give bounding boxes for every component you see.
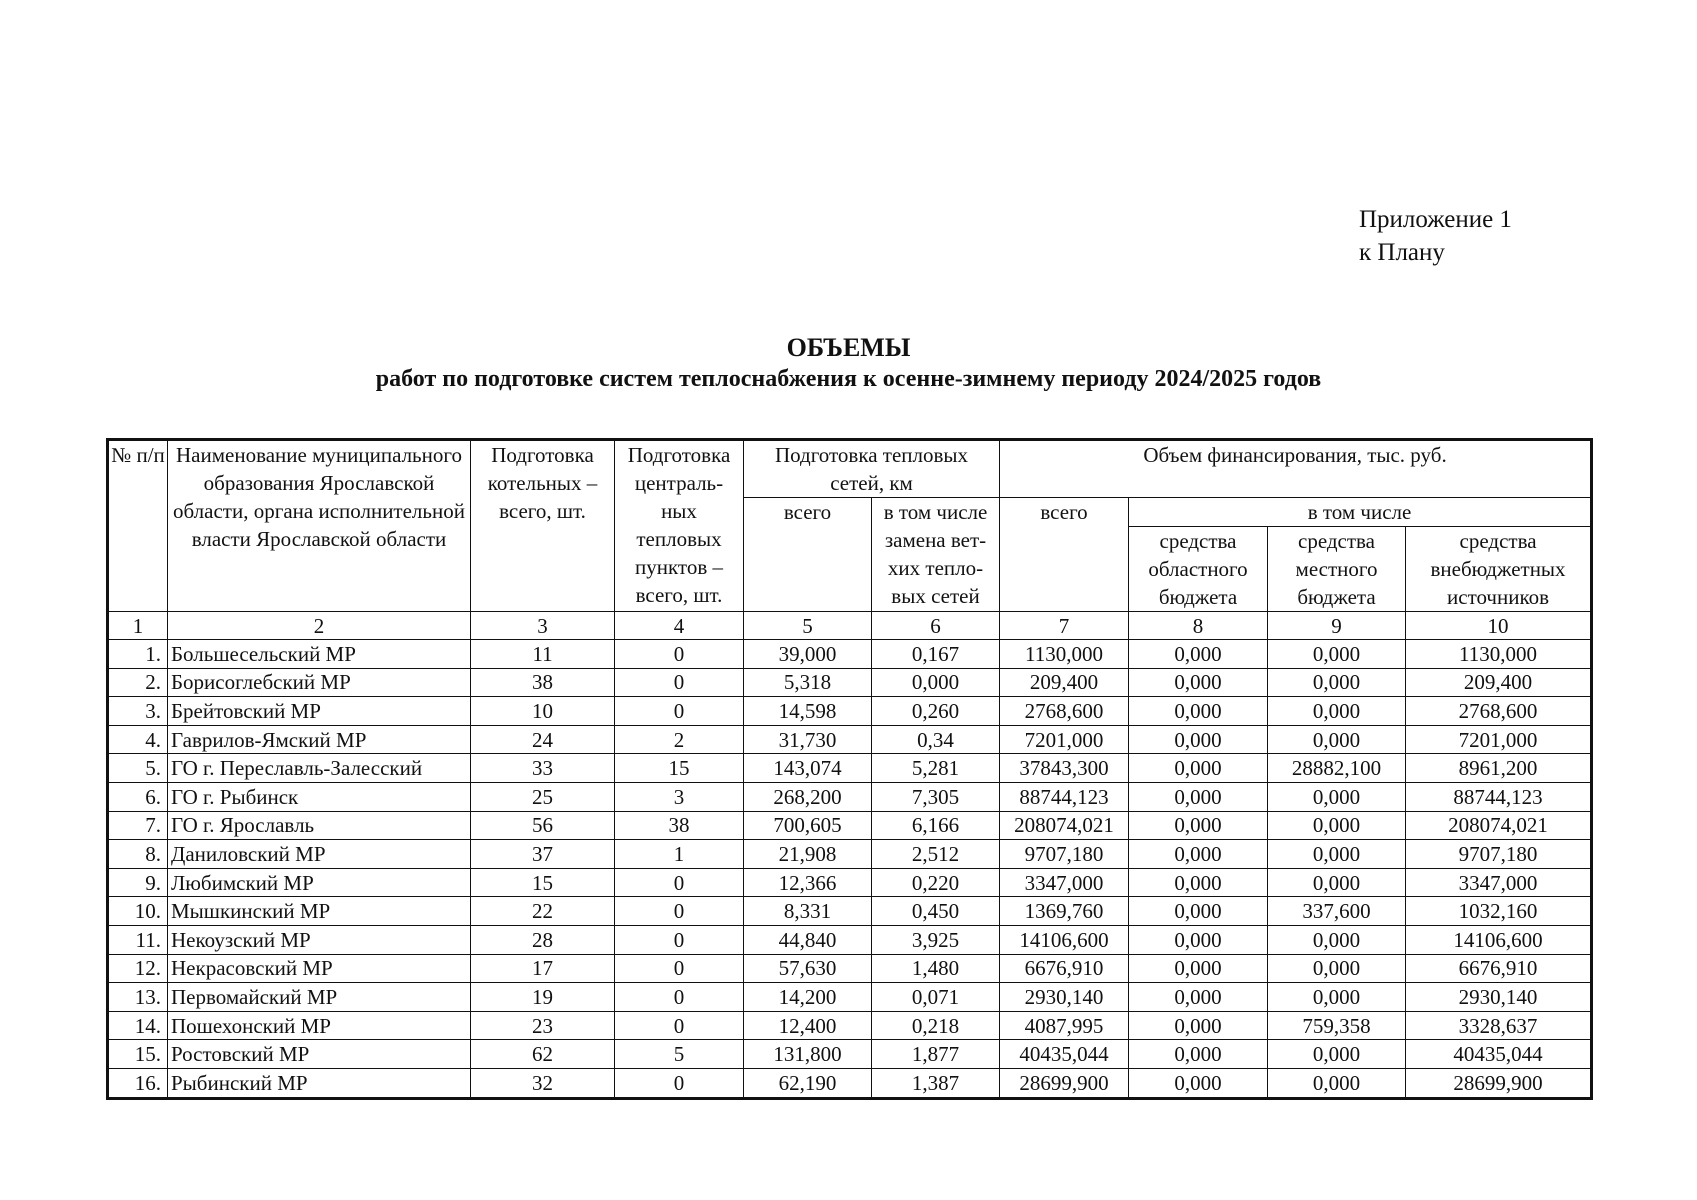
row-number-cell: 1. [108,640,168,669]
regional-budget-cell: 0,000 [1129,640,1268,669]
row-number-cell: 14. [108,1011,168,1040]
municipality-name-cell: Ростовский МР [168,1040,471,1069]
extrabudgetary-sources-cell: 2930,140 [1406,983,1592,1012]
regional-budget-cell: 0,000 [1129,954,1268,983]
header-networks-total: всего [744,498,872,612]
header-networks: Подготовка тепловых сетей, км [744,440,1000,498]
boilers-count-cell: 10 [471,697,615,726]
extrabudgetary-sources-cell: 28699,900 [1406,1068,1592,1098]
heat-points-count-cell: 15 [615,754,744,783]
works-volume-table [106,438,1593,1100]
boilers-count-cell: 24 [471,725,615,754]
regional-budget-cell: 0,000 [1129,840,1268,869]
boilers-count-cell: 17 [471,954,615,983]
header-name: Наименование муниципального образования Ярославской области, органа исполнительной власти Ярославской области [168,440,471,612]
financing-total-cell: 7201,000 [1000,725,1129,754]
column-numbers-row [108,612,1592,640]
boilers-count-cell: 37 [471,840,615,869]
networks-total-km-cell: 700,605 [744,811,872,840]
networks-replaced-km-cell: 1,387 [872,1068,1000,1098]
financing-total-cell: 1369,760 [1000,897,1129,926]
header-local-budget: средства местного бюджета [1268,527,1406,612]
table-row [108,840,1592,869]
networks-replaced-km-cell: 0,260 [872,697,1000,726]
financing-total-cell: 40435,044 [1000,1040,1129,1069]
local-budget-cell: 0,000 [1268,725,1406,754]
table-row [108,1011,1592,1040]
regional-budget-cell: 0,000 [1129,754,1268,783]
heat-points-count-cell: 0 [615,897,744,926]
financing-total-cell: 3347,000 [1000,868,1129,897]
municipality-name-cell: ГО г. Переславль-Залесский [168,754,471,783]
networks-total-km-cell: 8,331 [744,897,872,926]
networks-total-km-cell: 143,074 [744,754,872,783]
appendix-line-2: к Плану [1359,239,1445,266]
table-row [108,782,1592,811]
extrabudgetary-sources-cell: 14106,600 [1406,925,1592,954]
boilers-count-cell: 32 [471,1068,615,1098]
table-body [108,640,1592,1099]
row-number-cell: 5. [108,754,168,783]
regional-budget-cell: 0,000 [1129,1011,1268,1040]
networks-total-km-cell: 21,908 [744,840,872,869]
local-budget-cell: 0,000 [1268,668,1406,697]
municipality-name-cell: Даниловский МР [168,840,471,869]
networks-replaced-km-cell: 0,071 [872,983,1000,1012]
local-budget-cell: 0,000 [1268,840,1406,869]
networks-total-km-cell: 14,200 [744,983,872,1012]
boilers-count-cell: 19 [471,983,615,1012]
extrabudgetary-sources-cell: 8961,200 [1406,754,1592,783]
local-budget-cell: 0,000 [1268,811,1406,840]
networks-total-km-cell: 12,366 [744,868,872,897]
networks-replaced-km-cell: 0,450 [872,897,1000,926]
row-number-cell: 15. [108,1040,168,1069]
municipality-name-cell: Рыбинский МР [168,1068,471,1098]
networks-replaced-km-cell: 7,305 [872,782,1000,811]
networks-total-km-cell: 5,318 [744,668,872,697]
heat-points-count-cell: 0 [615,1011,744,1040]
column-number: 8 [1129,612,1268,640]
financing-total-cell: 37843,300 [1000,754,1129,783]
heat-points-count-cell: 0 [615,983,744,1012]
boilers-count-cell: 56 [471,811,615,840]
appendix-reference [1359,203,1512,269]
heat-points-count-cell: 3 [615,782,744,811]
table-row [108,983,1592,1012]
local-budget-cell: 28882,100 [1268,754,1406,783]
municipality-name-cell: Некоузский МР [168,925,471,954]
heat-points-count-cell: 0 [615,1068,744,1098]
row-number-cell: 4. [108,725,168,754]
table-row [108,1040,1592,1069]
header-financing-total: всего [1000,498,1129,612]
local-budget-cell: 0,000 [1268,983,1406,1012]
municipality-name-cell: Мышкинский МР [168,897,471,926]
column-number: 6 [872,612,1000,640]
header-extrabudgetary: средства внебюджетных источников [1406,527,1592,612]
row-number-cell: 16. [108,1068,168,1098]
boilers-count-cell: 22 [471,897,615,926]
row-number-cell: 8. [108,840,168,869]
table-row [108,725,1592,754]
regional-budget-cell: 0,000 [1129,925,1268,954]
municipality-name-cell: Первомайский МР [168,983,471,1012]
heat-points-count-cell: 0 [615,868,744,897]
networks-total-km-cell: 14,598 [744,697,872,726]
networks-total-km-cell: 268,200 [744,782,872,811]
networks-replaced-km-cell: 0,220 [872,868,1000,897]
heat-points-count-cell: 2 [615,725,744,754]
financing-total-cell: 28699,900 [1000,1068,1129,1098]
local-budget-cell: 0,000 [1268,954,1406,983]
municipality-name-cell: ГО г. Рыбинск [168,782,471,811]
column-number: 2 [168,612,471,640]
heat-points-count-cell: 0 [615,925,744,954]
header-no: № п/п [108,440,168,612]
financing-total-cell: 4087,995 [1000,1011,1129,1040]
column-number: 1 [108,612,168,640]
header-regional-budget: средства областного бюджета [1129,527,1268,612]
local-budget-cell: 0,000 [1268,925,1406,954]
row-number-cell: 11. [108,925,168,954]
boilers-count-cell: 23 [471,1011,615,1040]
header-including: в том числе [1129,498,1592,527]
extrabudgetary-sources-cell: 1130,000 [1406,640,1592,669]
municipality-name-cell: ГО г. Ярославль [168,811,471,840]
table-row [108,640,1592,669]
boilers-count-cell: 28 [471,925,615,954]
table-row [108,868,1592,897]
table-row [108,668,1592,697]
financing-total-cell: 1130,000 [1000,640,1129,669]
row-number-cell: 9. [108,868,168,897]
networks-replaced-km-cell: 0,167 [872,640,1000,669]
regional-budget-cell: 0,000 [1129,1068,1268,1098]
row-number-cell: 3. [108,697,168,726]
column-number: 3 [471,612,615,640]
extrabudgetary-sources-cell: 9707,180 [1406,840,1592,869]
table-row [108,925,1592,954]
regional-budget-cell: 0,000 [1129,1040,1268,1069]
local-budget-cell: 759,358 [1268,1011,1406,1040]
heat-points-count-cell: 1 [615,840,744,869]
boilers-count-cell: 11 [471,640,615,669]
column-number: 9 [1268,612,1406,640]
extrabudgetary-sources-cell: 88744,123 [1406,782,1592,811]
header-financing: Объем финансирования, тыс. руб. [1000,440,1592,498]
local-budget-cell: 337,600 [1268,897,1406,926]
financing-total-cell: 2768,600 [1000,697,1129,726]
document-subtitle: работ по подготовке систем теплоснабжения к осенне-зимнему периоду 2024/2025 годов [375,366,1322,392]
local-budget-cell: 0,000 [1268,1040,1406,1069]
regional-budget-cell: 0,000 [1129,897,1268,926]
row-number-cell: 13. [108,983,168,1012]
municipality-name-cell: Брейтовский МР [168,697,471,726]
table-row [108,811,1592,840]
row-number-cell: 7. [108,811,168,840]
column-number: 10 [1406,612,1592,640]
table-row [108,697,1592,726]
boilers-count-cell: 15 [471,868,615,897]
networks-replaced-km-cell: 1,877 [872,1040,1000,1069]
appendix-line-1: Приложение 1 [1359,206,1512,233]
heat-points-count-cell: 38 [615,811,744,840]
row-number-cell: 10. [108,897,168,926]
networks-replaced-km-cell: 0,34 [872,725,1000,754]
table-header [108,440,1592,640]
local-budget-cell: 0,000 [1268,640,1406,669]
header-networks-replacement: в том числе замена вет-хих тепло-вых сетей [872,498,1000,612]
networks-total-km-cell: 44,840 [744,925,872,954]
municipality-name-cell: Большесельский МР [168,640,471,669]
extrabudgetary-sources-cell: 208074,021 [1406,811,1592,840]
column-number: 5 [744,612,872,640]
extrabudgetary-sources-cell: 7201,000 [1406,725,1592,754]
row-number-cell: 6. [108,782,168,811]
document-title: ОБЪЕМЫ [786,333,911,362]
regional-budget-cell: 0,000 [1129,868,1268,897]
regional-budget-cell: 0,000 [1129,811,1268,840]
local-budget-cell: 0,000 [1268,1068,1406,1098]
boilers-count-cell: 33 [471,754,615,783]
boilers-count-cell: 25 [471,782,615,811]
heat-points-count-cell: 0 [615,640,744,669]
networks-replaced-km-cell: 5,281 [872,754,1000,783]
networks-replaced-km-cell: 1,480 [872,954,1000,983]
networks-total-km-cell: 39,000 [744,640,872,669]
column-number: 4 [615,612,744,640]
heat-points-count-cell: 0 [615,668,744,697]
networks-replaced-km-cell: 6,166 [872,811,1000,840]
local-budget-cell: 0,000 [1268,697,1406,726]
financing-total-cell: 14106,600 [1000,925,1129,954]
networks-replaced-km-cell: 2,512 [872,840,1000,869]
municipality-name-cell: Гаврилов-Ямский МР [168,725,471,754]
regional-budget-cell: 0,000 [1129,725,1268,754]
municipality-name-cell: Борисоглебский МР [168,668,471,697]
networks-total-km-cell: 131,800 [744,1040,872,1069]
table-row [108,897,1592,926]
row-number-cell: 2. [108,668,168,697]
municipality-name-cell: Некрасовский МР [168,954,471,983]
table-row [108,754,1592,783]
extrabudgetary-sources-cell: 6676,910 [1406,954,1592,983]
heat-points-count-cell: 0 [615,697,744,726]
header-boilers: Подготовка котельных – всего, шт. [471,440,615,612]
networks-total-km-cell: 57,630 [744,954,872,983]
boilers-count-cell: 62 [471,1040,615,1069]
regional-budget-cell: 0,000 [1129,983,1268,1012]
municipality-name-cell: Любимский МР [168,868,471,897]
municipality-name-cell: Пошехонский МР [168,1011,471,1040]
networks-replaced-km-cell: 0,218 [872,1011,1000,1040]
financing-total-cell: 208074,021 [1000,811,1129,840]
row-number-cell: 12. [108,954,168,983]
financing-total-cell: 9707,180 [1000,840,1129,869]
local-budget-cell: 0,000 [1268,868,1406,897]
boilers-count-cell: 38 [471,668,615,697]
financing-total-cell: 2930,140 [1000,983,1129,1012]
financing-total-cell: 209,400 [1000,668,1129,697]
financing-total-cell: 88744,123 [1000,782,1129,811]
header-heat-points: Подготовка централь-ных тепловых пунктов – всего, шт. [615,440,744,612]
networks-total-km-cell: 62,190 [744,1068,872,1098]
networks-total-km-cell: 12,400 [744,1011,872,1040]
extrabudgetary-sources-cell: 3328,637 [1406,1011,1592,1040]
networks-total-km-cell: 31,730 [744,725,872,754]
extrabudgetary-sources-cell: 209,400 [1406,668,1592,697]
financing-total-cell: 6676,910 [1000,954,1129,983]
extrabudgetary-sources-cell: 40435,044 [1406,1040,1592,1069]
heat-points-count-cell: 5 [615,1040,744,1069]
table-row [108,1068,1592,1098]
networks-replaced-km-cell: 0,000 [872,668,1000,697]
extrabudgetary-sources-cell: 3347,000 [1406,868,1592,897]
column-number: 7 [1000,612,1129,640]
regional-budget-cell: 0,000 [1129,782,1268,811]
table-row [108,954,1592,983]
heat-points-count-cell: 0 [615,954,744,983]
extrabudgetary-sources-cell: 2768,600 [1406,697,1592,726]
extrabudgetary-sources-cell: 1032,160 [1406,897,1592,926]
networks-replaced-km-cell: 3,925 [872,925,1000,954]
regional-budget-cell: 0,000 [1129,697,1268,726]
regional-budget-cell: 0,000 [1129,668,1268,697]
local-budget-cell: 0,000 [1268,782,1406,811]
